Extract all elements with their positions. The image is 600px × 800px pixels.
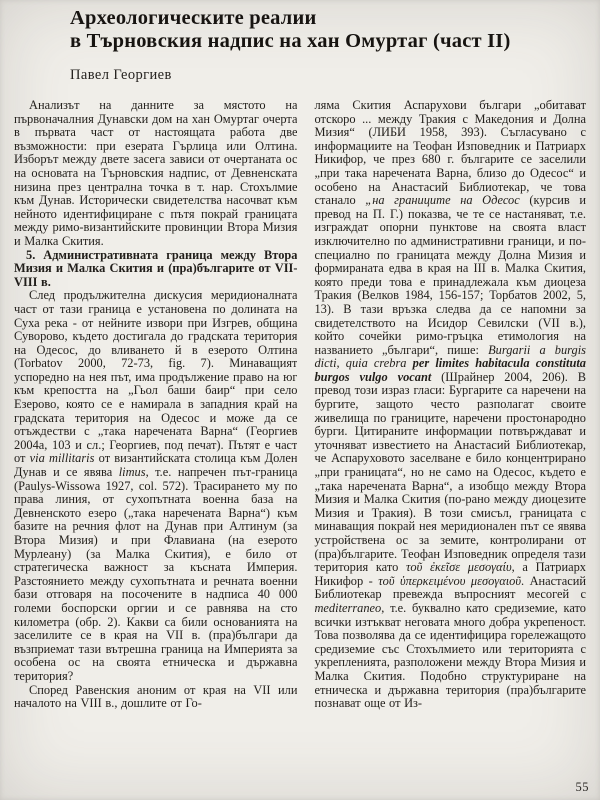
text-run: via millitaris [29,451,95,466]
text-run: Според Равенския аноним от края на VII или началото на VIII в., дошлите от Го- [14,682,298,711]
text-run: (Шрайнер 2004, 206). В превод този израз гласи: Бургарите са наречени на бургите, защото често разполагат своите живелища по границите, наречени простонародно бурги. Цитираните информации потвърждават и уточняват известието на Анастасий Библиотекар, че Аспаруховото заселване е било концентрирано „при границата“, но не само на Одесос, където е „така наречената Варна“, а изобщо между Втора Мизия и Малка Скития (по-рано между диоцезите Мизия и Тракия). В този смисъл, границата с минаващия покрай нея меридионален път се явява устройствена ос за земите, контролирани от (пра)българите. Теофан Изповедник определя тази територия като [314,369,586,575]
text-run: от византийската столица към Долен Дунав и се явява [14,451,298,480]
author-name: Павел Георгиев [70,67,172,83]
text-run: , т.е. напречен път-граница (Paulys-Wissowa 1927, col. 572). Трасирането му по права линия, от сухопътната военна база на Девненското езеро („така наречената Варна“) към базите на речния флот на Дунав при Алтинум (за Втора Мизия) и при Флавиана (на езерото Мурлеану) (за Малка Скития), е било от стратегическа важност за късната Империя. Разстоянието между сухопътната и речната военни бази отговаря на посочените в надписа 40 000 големи боспорски оргии и се равнява на сто километра (обр. 2). Какви са били основанията на заселилите се в края на VII в. (пра)българи да възприемат тази вътрешна граница на Империята за особена ос на своята етническа и държавна територия? [14,465,298,683]
section-heading [14,249,297,290]
text-run: per limites habitacula constituta burgos vulgo vocant [314,356,586,384]
text-run: ляма Скития Аспарухови българи „обитават отскоро ... между Тракия с Македония и Долна Мизия“ (ЛИБИ 1958, 393). Съгласувано с информациите на Теофан Изповедник и Патриарх Никифор, че през 680 г. българите се заселили „при така наречената Варна, близо до Одесос“ и особено на Анастасий Библиотекар, че това станало [314,99,586,208]
title-line-1: Археологическите реалии [70,7,317,29]
article-title [70,7,584,53]
text-run: (курсив и превод на П. Г.) показва, че те се настаняват, т.е. изграждат опорни пунктове на своята власт изключително по административни граници, и по-специално по границата между Долна Мизия и формираната едва в края на III в. Малка Скития, която преди това е принадлежала към диоцеза Тракия (Велков 1984, 156-157; Торбатов 2002, 5, 13). В тази връзка следва да се напомни за свидетелството на Исидор Севилски (VII в.), който сочейки римо-гръцка етимология на названието „българи“, пише: [314,193,586,357]
paragraph [314,99,586,711]
text-run: τοῦ ἐκεῖσε μεσογαίυ [405,560,512,575]
text-run: , т.е. буквално като средиземие, като всички изтъкват неговата много добра укрепеност. Това позволява да се идентифицира горележащото средиземие със Стохълмието или територията с укрепленията, разположени между Втора Мизия и Малка Скития. Подобно структуриране на етническа и държавна територия (пра)българите познават още от Из- [314,600,586,711]
text-run: . Анастасий Библиотекар превежда въпросният месогей с [314,573,586,602]
text-run: След продължителна дискусия меридионалната част от тази граница е установена по долината на Суха река - от нейните извори при Изгрев, община Суворово, където достигала до градската територия на Одесос, до вливането й в езерото Олтина (Torbatov 2000, 72-73, fig. 7). Минаващият успоредно на нея път, има продължение право на юг към крепостта на „Гьол баши баир“ при село Езерово, която се е намирала в западния край на градската територия на Одесос и може да се отъждестви с „така наречената Варна“ (Георгиев 2004а, 103 и сл.; Георгиев, под печат). Пътят е част от [14,288,298,466]
left-column [14,99,297,783]
title-line-2: в Търновския надпис на хан Омуртаг (част II) [70,30,511,52]
article-header [70,7,584,84]
text-run: , а Патриарх Никифор - [314,560,586,588]
paragraph [14,99,297,249]
text-run: Анализът на данните за мястото на първоначалния Дунавски дом на хан Омуртаг очерта в първата част от настоящата работа две възможности: при езерата Гърлица или Олтина. Изборът между двете засега зависи от очертаната ос на основата на Търновския надпис, от Девненската низина през централна точка в т. нар. Стохълмие към Дунав. Исторически свидетелства насочват към нейното идентифициране с пътя покрай границата между римо-византийските провинции Втора Мизия и Малка Скития. [14,99,298,248]
page-number: 55 [575,780,589,794]
right-column [314,99,586,783]
text-run: mediterraneo [314,600,382,615]
text-run: τοῦ ὑπερκειμένου μεσογαιοῦ [378,573,522,588]
paragraph [14,684,297,711]
text-run: Burgarii a burgis dicti, quia crebra [314,342,586,371]
text-run: „на границите на Одесос [365,193,520,208]
text-run: limus [118,465,146,480]
text-run: 5. Административната граница между Втора Мизия и Малка Скития и (пра)българите от VII-VIII в. [14,247,298,289]
paragraph [14,289,297,683]
article-body [14,99,586,783]
